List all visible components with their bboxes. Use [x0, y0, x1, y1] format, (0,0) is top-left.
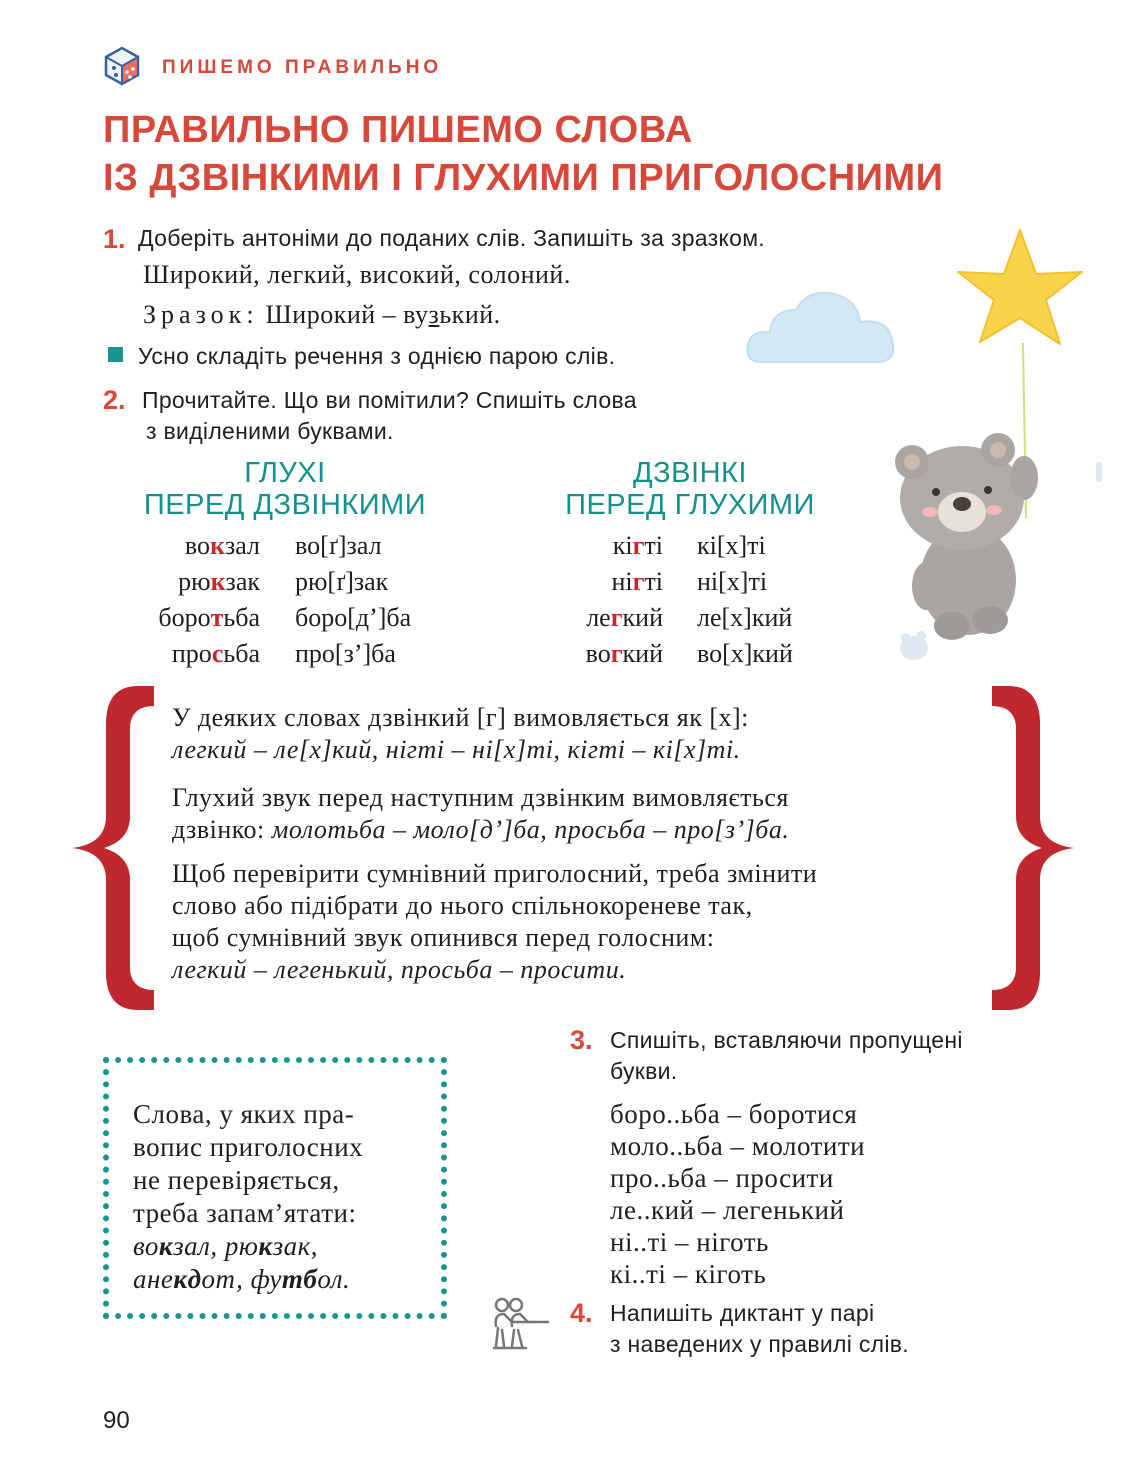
task-1-bullet: Усно складіть речення з однією парою слів. [138, 343, 616, 369]
task-2-line-2: з виділеними буквами. [146, 418, 394, 444]
square-bullet-icon [108, 347, 123, 362]
word-sound: во[х]кий [697, 639, 793, 668]
title-line-2: ІЗ ДЗВІНКИМИ І ГЛУХИМИ ПРИГОЛОСНИМИ [103, 157, 944, 199]
sample-underlined: з [428, 300, 440, 329]
rule-2-line-1: Глухий звук перед наступним дзвінким вимовляється [172, 783, 789, 812]
memo-words-2: анекдот, футбол. [133, 1264, 351, 1294]
rule-paragraph-2 [172, 782, 789, 846]
list-item: моло..ьба – молотити [610, 1131, 866, 1161]
list-item: кі..ті – кіготь [610, 1259, 767, 1289]
task-4-line-2: з наведених у правилі слів. [610, 1331, 909, 1357]
task-4-instruction [610, 1298, 909, 1360]
word-written: просьба [171, 639, 260, 668]
rule-paragraph-1 [172, 702, 749, 766]
right-column-heading [545, 457, 835, 521]
task-3-exercise [610, 1098, 865, 1290]
word-written: боротьба [158, 603, 260, 632]
table-row [110, 600, 470, 636]
page-title [103, 106, 943, 202]
right-head-1: ДЗВІНКІ [633, 457, 747, 489]
task-3-number: 3. [570, 1025, 593, 1055]
task-1-words: Широкий, легкий, високий, солоний. [143, 260, 571, 289]
word-sound: боро[д’]ба [295, 603, 412, 632]
left-head-1: ГЛУХІ [244, 457, 326, 489]
task-1-sample [143, 298, 501, 332]
word-written: вогкий [585, 639, 663, 668]
word-sound: рю[ґ]зак [295, 567, 389, 596]
rule-1-line-2: легкий – ле[х]кий, нігті – ні[х]ті, кігті – кі[х]ті. [172, 735, 741, 764]
rule-3-line-3: щоб сумнівний звук опинився перед голосним: [172, 923, 715, 952]
right-word-table [540, 528, 870, 672]
sample-label: Зразок: [143, 300, 259, 329]
sample-pre: Широкий – ву [265, 300, 429, 329]
table-row [540, 564, 870, 600]
page-number: 90 [103, 1407, 130, 1434]
word-written: нігті [611, 567, 663, 596]
task-2-line-1: Прочитайте. Що ви помітили? Спишіть слова [142, 387, 637, 413]
table-row [110, 636, 470, 672]
list-item: ні..ті – ніготь [610, 1227, 769, 1257]
task-2-number: 2. [103, 385, 126, 415]
left-word-table [110, 528, 470, 672]
rule-2-line-2-plain: дзвінко: [172, 815, 272, 844]
table-row [540, 636, 870, 672]
memo-words-1: вокзал, рюкзак, [133, 1231, 319, 1261]
word-written: легкий [586, 603, 663, 632]
table-row [110, 564, 470, 600]
memo-text [133, 1098, 363, 1296]
title-line-1: ПРАВИЛЬНО ПИШЕМО СЛОВА [103, 109, 693, 151]
word-sound: ле[х]кий [697, 603, 793, 632]
rule-3-line-2: слово або підібрати до нього спільнокореневе так, [172, 891, 753, 920]
rule-3-line-1: Щоб перевірити сумнівний приголосний, треба змінити [172, 859, 818, 888]
memo-line-1: Слова, у яких пра- [133, 1099, 355, 1129]
left-column-heading [120, 457, 450, 521]
teddy-bear-icon [890, 430, 1050, 670]
table-row [540, 528, 870, 564]
memo-line-3: не перевіряється, [133, 1165, 340, 1195]
task-3-line-2: букви. [610, 1058, 678, 1084]
word-written: вокзал [184, 531, 260, 560]
list-item: ле..кий – легенький [610, 1195, 845, 1225]
dice-icon [103, 46, 141, 86]
task-1-number: 1. [103, 224, 126, 254]
task-1-instruction: Доберіть антоніми до поданих слів. Запишіть за зразком. [138, 225, 765, 251]
list-item: боро..ьба – боротися [610, 1099, 858, 1129]
cloud-icon [742, 282, 902, 374]
left-brace-icon [66, 684, 156, 1012]
task-2-instruction [142, 385, 637, 447]
pair-work-icon [490, 1296, 550, 1352]
word-sound: ні[х]ті [697, 567, 768, 596]
sample-post: ький. [439, 300, 501, 329]
table-row [540, 600, 870, 636]
rule-3-line-4: легкий – легенький, просьба – просити. [172, 955, 627, 984]
task-4-number: 4. [570, 1298, 593, 1328]
word-sound: во[ґ]зал [295, 531, 382, 560]
rule-2-line-2-italic: молотьба – моло[д’]ба, просьба – про[з’]ба. [271, 815, 790, 844]
left-head-2: ПЕРЕД ДЗВІНКИМИ [143, 489, 427, 521]
task-3-line-1: Спишіть, вставляючи пропущені [610, 1027, 963, 1053]
word-sound: кі[х]ті [697, 531, 766, 560]
word-written: кігті [612, 531, 663, 560]
word-sound: про[з’]ба [295, 639, 396, 668]
right-head-2: ПЕРЕД ГЛУХИМИ [565, 489, 815, 521]
list-item: про..ьба – просити [610, 1163, 834, 1193]
word-written: рюкзак [178, 567, 260, 596]
rule-paragraph-3 [172, 858, 817, 986]
mouse-icon [1096, 462, 1102, 482]
right-brace-icon [990, 684, 1080, 1012]
rule-1-line-1: У деяких словах дзвінкий [г] вимовляється як [х]: [172, 703, 749, 732]
memo-line-2: вопис приголосних [133, 1132, 364, 1162]
section-label: ПИШЕМО ПРАВИЛЬНО [162, 57, 443, 78]
task-3-instruction [610, 1025, 963, 1087]
task-4-line-1: Напишіть диктант у парі [610, 1300, 875, 1326]
table-row [110, 528, 470, 564]
memo-line-4: треба запам’ятати: [133, 1198, 357, 1228]
